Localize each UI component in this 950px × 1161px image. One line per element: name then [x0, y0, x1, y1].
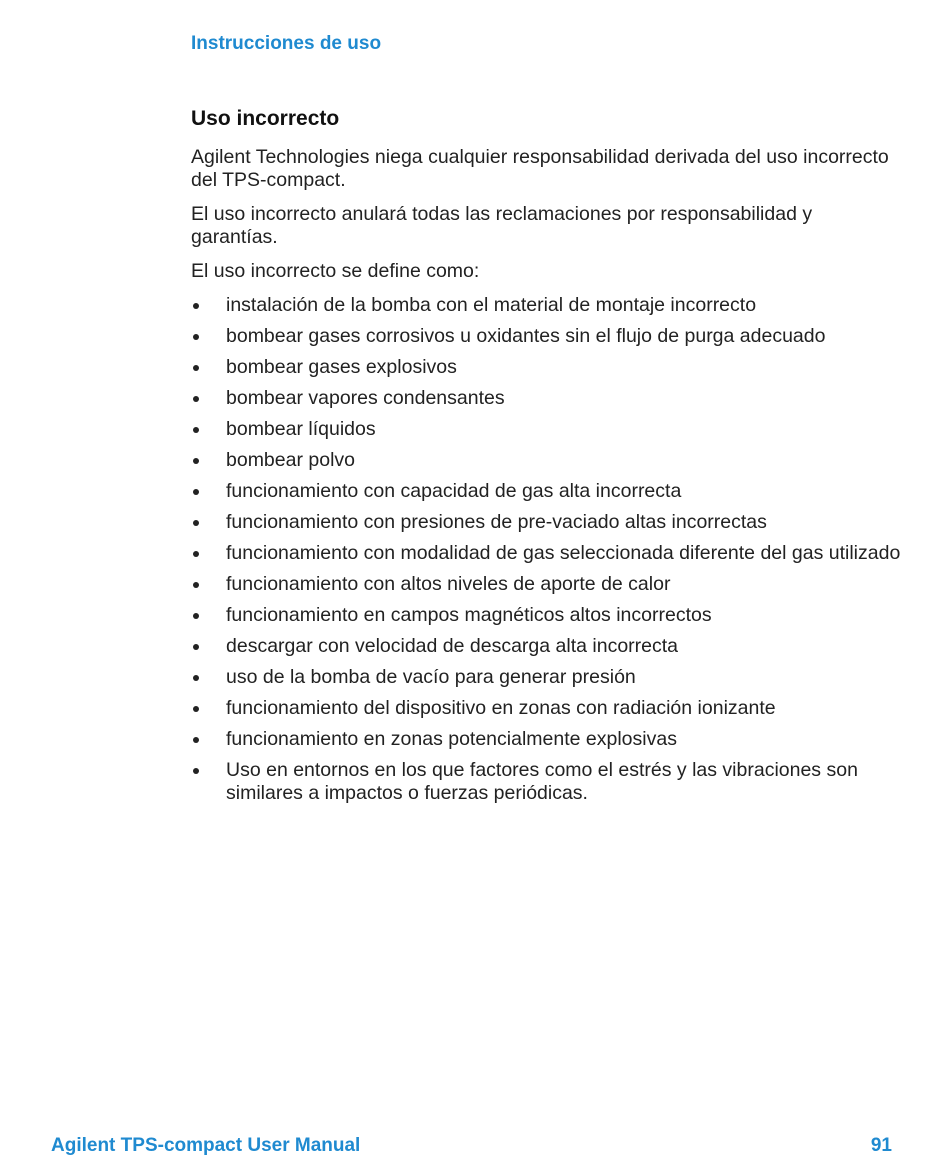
list-item: [191, 697, 901, 720]
bullet-icon: [193, 613, 199, 619]
list-item-text: funcionamiento con modalidad de gas seleccionada diferente del gas utilizado: [226, 542, 901, 564]
bullet-icon: [193, 737, 199, 743]
running-header: Instrucciones de uso: [191, 33, 382, 54]
bullet-icon: [193, 396, 199, 402]
main-content: [191, 106, 901, 813]
bullet-icon: [193, 365, 199, 371]
list-item-text: funcionamiento del dispositivo en zonas con radiación ionizante: [226, 697, 776, 719]
list-item: [191, 356, 901, 379]
list-item-text: funcionamiento en zonas potencialmente explosivas: [226, 728, 677, 750]
list-item: [191, 604, 901, 627]
bullet-icon: [193, 520, 199, 526]
list-item: [191, 666, 901, 689]
bullet-icon: [193, 675, 199, 681]
list-item: [191, 387, 901, 410]
list-item: [191, 418, 901, 441]
list-item-text: uso de la bomba de vacío para generar presión: [226, 666, 636, 688]
list-item: [191, 511, 901, 534]
list-item: [191, 542, 901, 565]
misuse-list: [191, 294, 901, 805]
list-item-text: funcionamiento con presiones de pre-vaciado altas incorrectas: [226, 511, 767, 533]
list-item: [191, 294, 901, 317]
bullet-icon: [193, 768, 199, 774]
list-item-text: funcionamiento con capacidad de gas alta incorrecta: [226, 480, 682, 502]
list-item: [191, 325, 901, 348]
list-item-text: descargar con velocidad de descarga alta incorrecta: [226, 635, 679, 657]
paragraph-warranty: El uso incorrecto anulará todas las reclamaciones por responsabilidad y garantías.: [191, 203, 813, 248]
bullet-icon: [193, 644, 199, 650]
list-item-text: bombear polvo: [226, 449, 355, 471]
bullet-icon: [193, 303, 199, 309]
section-title: Uso incorrecto: [191, 107, 340, 130]
list-item: [191, 759, 901, 805]
paragraph-definition: El uso incorrecto se define como:: [191, 260, 480, 282]
list-item-text: funcionamiento con altos niveles de aporte de calor: [226, 573, 671, 595]
list-item-text: funcionamiento en campos magnéticos altos incorrectos: [226, 604, 712, 626]
bullet-icon: [193, 489, 199, 495]
bullet-icon: [193, 334, 199, 340]
list-item-text: instalación de la bomba con el material de montaje incorrecto: [226, 294, 757, 316]
list-item-text: bombear líquidos: [226, 418, 376, 440]
paragraph-disclaimer: Agilent Technologies niega cualquier responsabilidad derivada del uso incorrecto del TPS-compact.: [191, 146, 889, 191]
footer-manual-title: Agilent TPS-compact User Manual: [51, 1135, 361, 1156]
list-item: [191, 449, 901, 472]
list-item: [191, 728, 901, 751]
bullet-icon: [193, 427, 199, 433]
bullet-icon: [193, 551, 199, 557]
bullet-icon: [193, 706, 199, 712]
list-item: [191, 573, 901, 596]
list-item-text: Uso en entornos en los que factores como el estrés y las vibraciones son similares a impactos o fuerzas periódicas.: [226, 759, 858, 804]
bullet-icon: [193, 458, 199, 464]
list-item: [191, 635, 901, 658]
list-item-text: bombear vapores condensantes: [226, 387, 505, 409]
bullet-icon: [193, 582, 199, 588]
list-item: [191, 480, 901, 503]
list-item-text: bombear gases explosivos: [226, 356, 457, 378]
footer-page-number: 91: [870, 1135, 892, 1156]
list-item-text: bombear gases corrosivos u oxidantes sin el flujo de purga adecuado: [226, 325, 826, 347]
